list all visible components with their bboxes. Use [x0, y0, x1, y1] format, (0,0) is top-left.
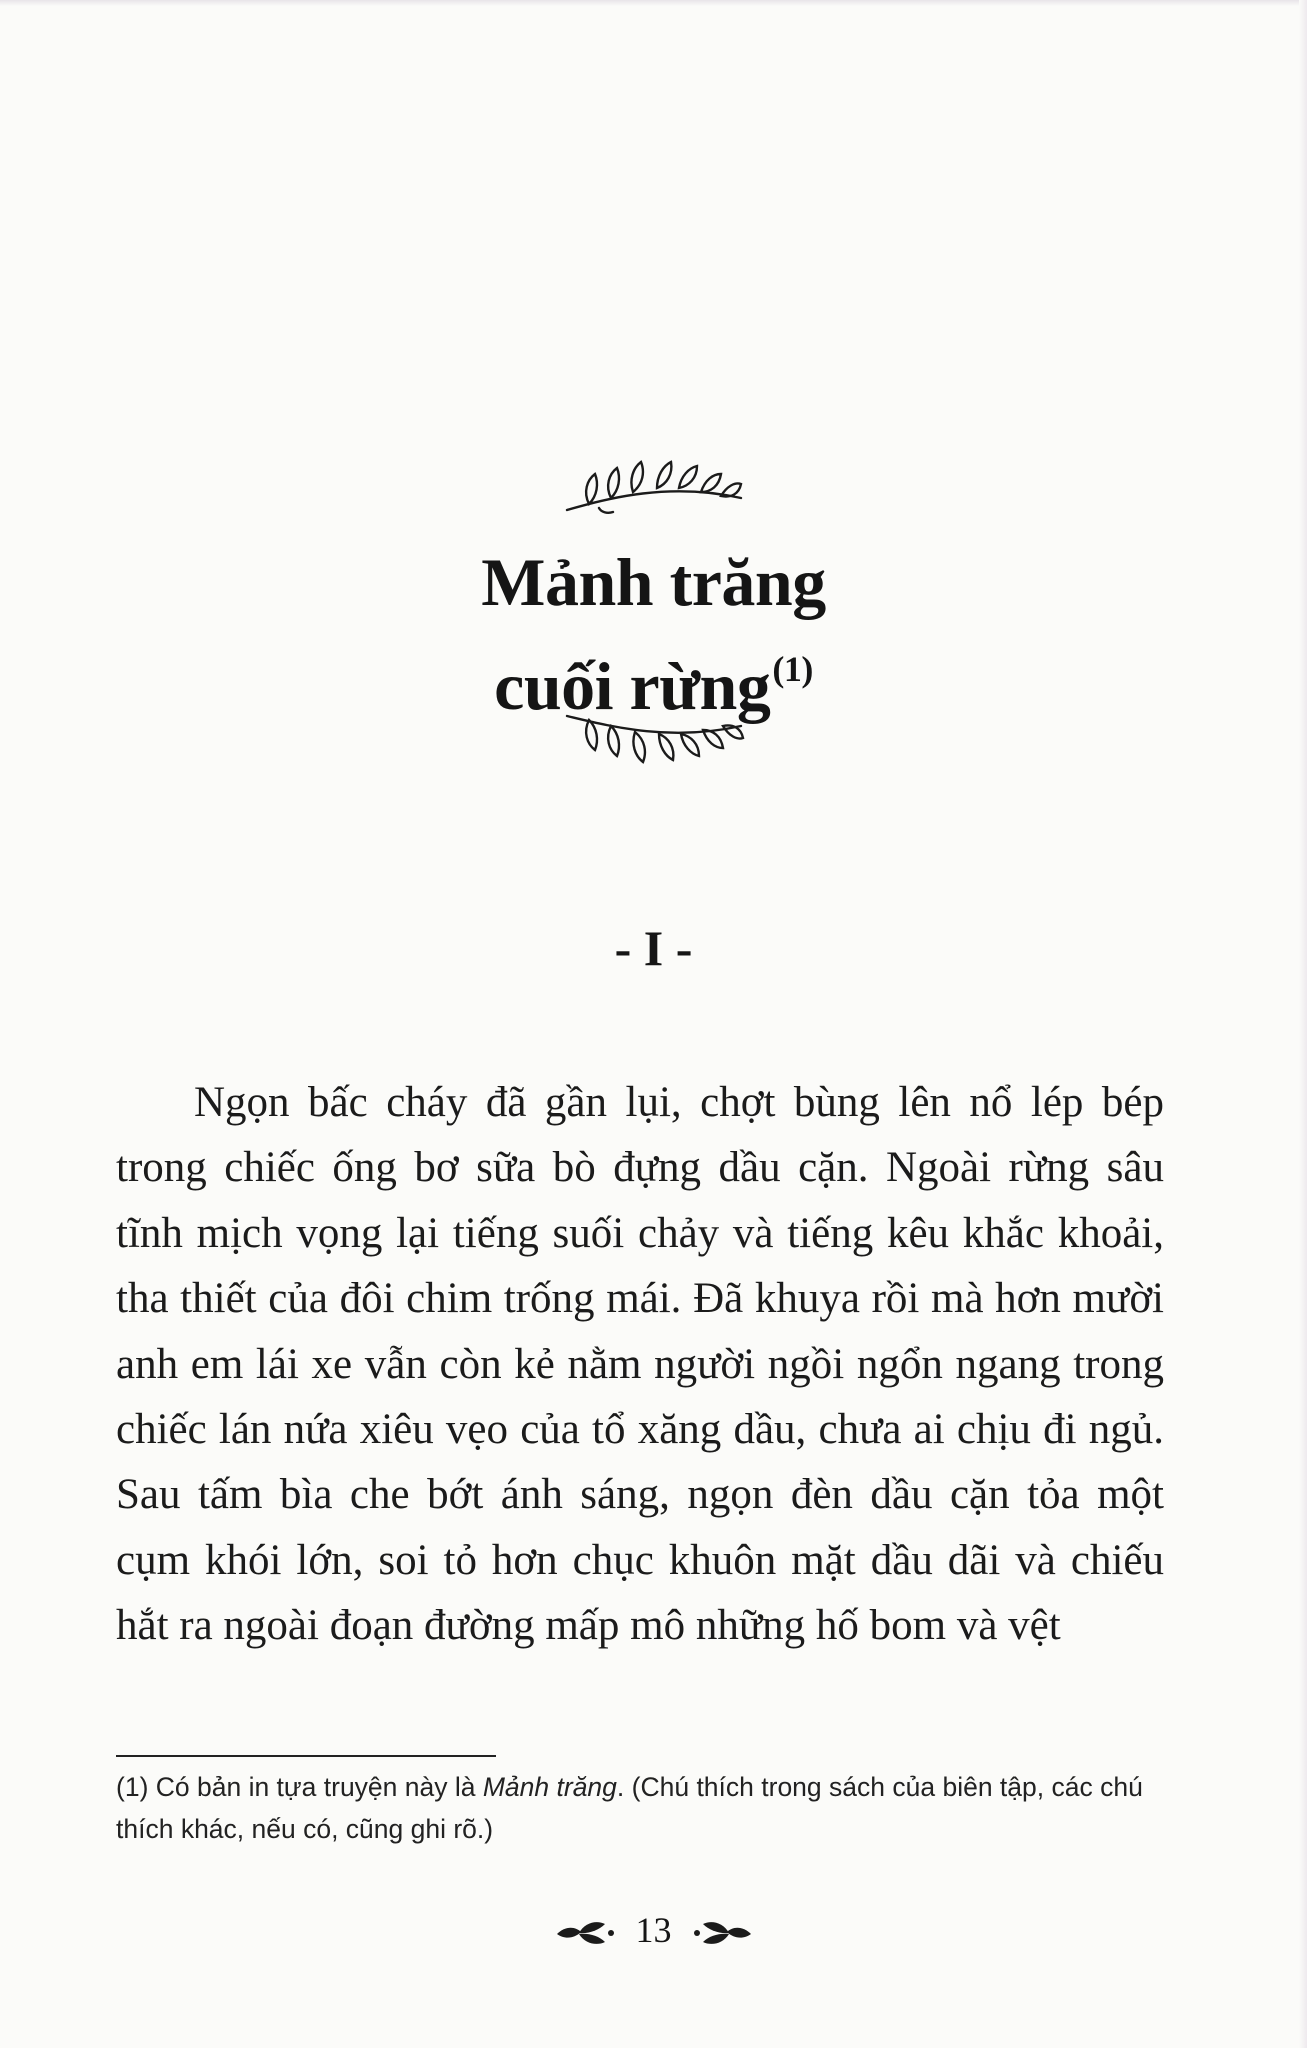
- page-number: 13: [635, 1910, 672, 1950]
- body-paragraph: Ngọn bấc cháy đã gần lụi, chợt bùng lên nổ lép bép trong chiếc ống bơ sữa bò đựng dầu cặn. Ngoài rừng sâu tĩnh mịch vọng lại tiếng suối chảy và tiếng kêu khắc khoải, tha thiết của đôi chim trống mái. Đã khuya rồi mà hơn mười anh em lái xe vẫn còn kẻ nằm người ngồi ngổn ngang trong chiếc lán nứa xiêu vẹo của tổ xăng dầu, chưa ai chịu đi ngủ. Sau tấm bìa che bớt ánh sáng, ngọn đèn dầu cặn tỏa một cụm khói lớn, soi tỏ hơn chục khuôn mặt dầu dãi và chiếu hắt ra ngoài đoạn đường mấp mô những hố bom và vệt: [116, 1079, 1164, 1650]
- page-footer: [0, 1906, 1307, 1954]
- footnote-italic-title: Mảnh trăng: [482, 1772, 617, 1802]
- page-edge: [1299, 0, 1307, 2048]
- laurel-branch-icon: [559, 458, 749, 523]
- laurel-branch-icon: [559, 706, 749, 771]
- chapter-title-line: Mảnh trăng: [481, 544, 826, 620]
- footnote-text: . (Chú thích trong sách của biên tập, các chú thích khác, nếu có, cũng ghi rõ.): [116, 1772, 1143, 1844]
- page-edge: [0, 0, 1307, 6]
- fleuron-right-icon: [689, 1918, 753, 1948]
- footnote: [116, 1766, 1166, 1850]
- fleuron-left-icon: [555, 1918, 619, 1948]
- section-number: - I -: [614, 920, 693, 976]
- footnote-reference[interactable]: (1): [772, 649, 813, 689]
- chapter-title-text: cuối rừng: [494, 648, 771, 724]
- footnote-divider: [116, 1755, 496, 1757]
- footnote-text: (1) Có bản in tựa truyện này là: [116, 1772, 483, 1802]
